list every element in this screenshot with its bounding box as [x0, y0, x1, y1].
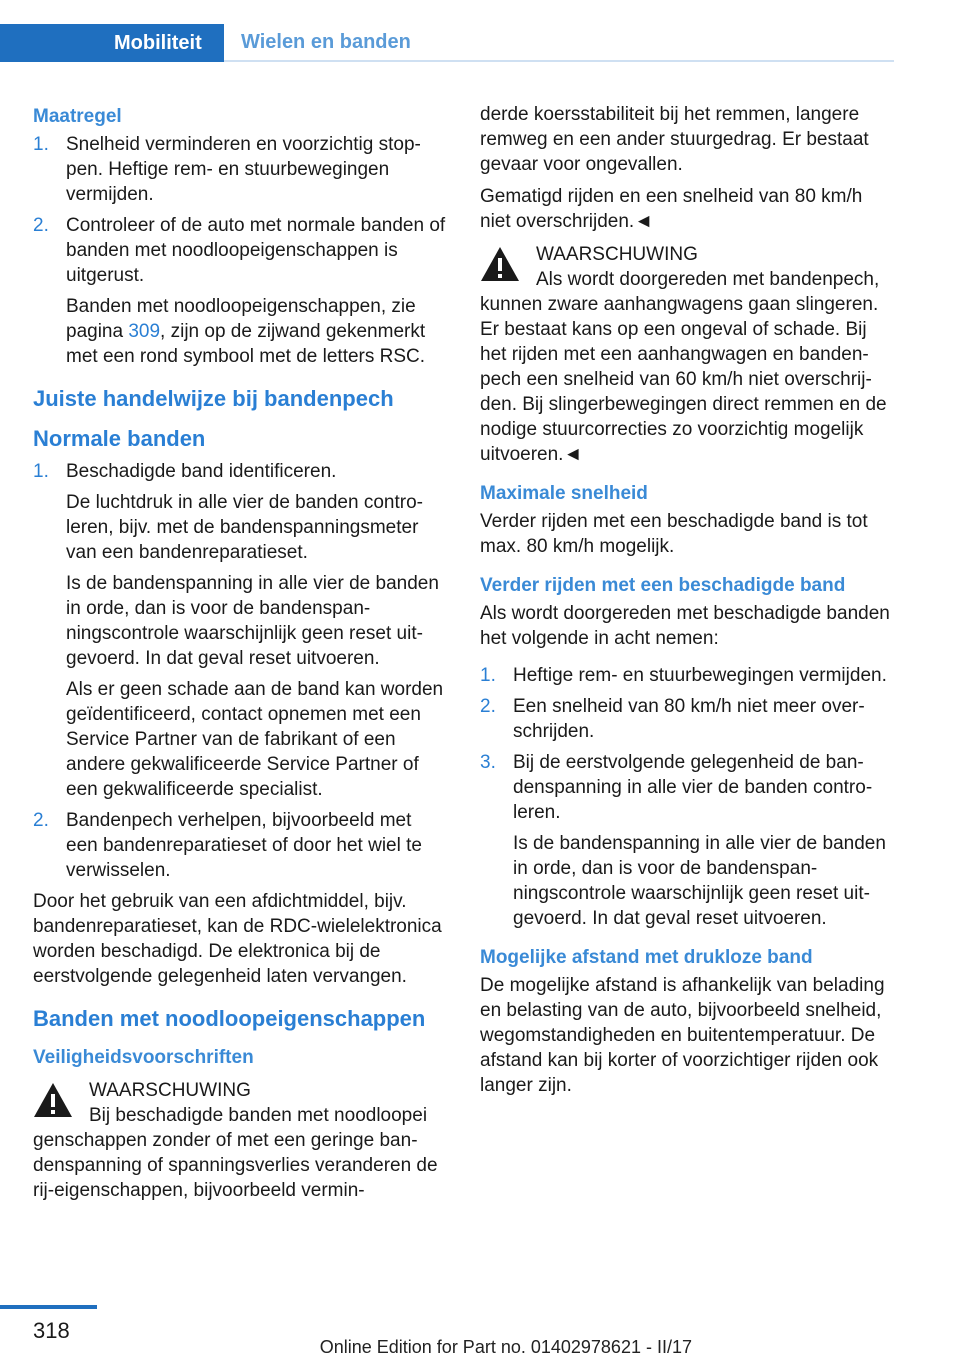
warning-triangle-icon	[33, 1082, 73, 1118]
warning-text: kunnen zware aanhangwagens gaan slingeren. Er bestaat kans op een ongeval of schade. Bij het rijden met een aanhangwagen en bandenpech een snelheid van 60 km/h niet overschrijden. Bij slingerbewegingen direct remmen en de nodige stuurcorrecties zo voorzichtig mogelijk uitvoeren.◄	[480, 294, 887, 465]
list-number: 1.	[480, 665, 496, 686]
tab-mobiliteit[interactable]: Mobiliteit	[0, 24, 224, 62]
left-column	[33, 102, 447, 1211]
veiligheid-heading: Veiligheidsvoorschriften	[33, 1047, 254, 1068]
right-column	[480, 102, 895, 1105]
list-number: 2.	[480, 696, 496, 717]
section-heading: Juiste handelwijze bij bandenpech	[33, 386, 394, 411]
warning-title: WAARSCHUWING	[536, 244, 698, 265]
list-text-extra: Banden met noodloopeigenschappen, zie pagina 309, zijn op de zijwand gekenmerkt met een rond symbool met de letters RSC.	[66, 296, 426, 367]
body-paragraph: Verder rijden met een beschadigde band is tot max. 80 km/h mogelijk.	[480, 511, 868, 557]
edition-text: Online Edition for Part no. 01402978621 - II/17	[319, 1337, 692, 1357]
subsection-heading: Normale banden	[33, 426, 206, 451]
maatregel-heading: Maatregel	[33, 106, 122, 127]
list-item	[480, 663, 895, 688]
list-text: De luchtdruk in alle vier de banden controleren, bijv. met de bandenspanningsmeter van een bandenreparatieset.	[66, 492, 423, 563]
list-number: 1.	[33, 134, 49, 155]
warning-text: Als wordt doorgereden met bandenpech,	[536, 269, 880, 290]
list-text: Heftige rem- en stuurbewegingen vermijden.	[513, 665, 887, 686]
body-paragraph: Als wordt doorgereden met beschadigde banden het volgende in acht nemen:	[480, 603, 890, 649]
body-paragraph: De mogelijke afstand is afhankelijk van belading en belasting van de auto, bijvoorbeeld snelheid, wegomstandigheden en buitentemperatuur. De afstand kan bij korter of voorzichtiger rijden ook langer zijn.	[480, 975, 885, 1096]
warning-triangle-icon	[480, 246, 520, 282]
section-heading: Banden met noodloopeigenschappen	[33, 1006, 426, 1031]
list-item	[480, 750, 895, 931]
list-text: Is de bandenspanning in alle vier de banden in orde, dan is voor de bandenspanningscontrole waarschijnlijk geen reset uitgevoerd. In dat geval reset uitvoeren.	[513, 833, 886, 929]
warning-title: WAARSCHUWING	[89, 1080, 251, 1101]
footer-divider	[0, 1305, 97, 1309]
maatregel-list	[33, 132, 447, 369]
afstand-heading: Mogelijke afstand met drukloze band	[480, 947, 813, 968]
list-item	[33, 459, 447, 802]
list-item	[33, 808, 447, 883]
list-number: 2.	[33, 810, 49, 831]
list-text: Bij de eerstvolgende gelegenheid de bandenspanning in alle vier de banden controleren.	[513, 752, 873, 823]
page-number: 318	[33, 1318, 70, 1343]
normale-list	[33, 459, 447, 883]
verder-heading: Verder rijden met een beschadigde band	[480, 575, 846, 596]
max-speed-heading: Maximale snelheid	[480, 483, 648, 504]
list-number: 3.	[480, 752, 496, 773]
body-paragraph: Door het gebruik van een afdichtmiddel, bijv. bandenreparatieset, kan de RDC-wielelektronica worden beschadigd. De elektronica bij de eerstvolgende gelegenheid laten vervangen.	[33, 891, 442, 987]
list-number: 2.	[33, 215, 49, 236]
verder-list	[480, 663, 895, 931]
list-text: Een snelheid van 80 km/h niet meer overschrijden.	[513, 696, 865, 742]
list-text: Als er geen schade aan de band kan worden geïdentificeerd, contact opnemen met een Service Partner van de fabrikant of een andere gekwalificeerde Service Partner of een gekwalificeerde specialist.	[66, 679, 444, 800]
body-paragraph: Gematigd rijden en een snelheid van 80 km/h niet overschrijden.◄	[480, 186, 863, 232]
list-text: Is de bandenspanning in alle vier de banden in orde, dan is voor de bandenspanningscontrole waarschijnlijk geen reset uitgevoerd. In dat geval reset uitvoeren.	[66, 573, 439, 669]
warning-text: genschappen zonder of met een geringe bandenspanning of spanningsverlies veranderen de rij-eigenschappen, bijvoorbeeld vermin-	[33, 1130, 438, 1201]
list-text: Controleer of de auto met normale banden of banden met noodloopeigenschappen is uitgerust.	[66, 215, 446, 286]
warning-block	[480, 242, 895, 467]
list-item	[33, 132, 447, 207]
list-number: 1.	[33, 461, 49, 482]
list-item	[33, 213, 447, 369]
list-text: Beschadigde band identificeren.	[66, 461, 337, 482]
list-text: Snelheid verminderen en voorzichtig stoppen. Heftige rem- en stuurbewegingen vermijden.	[66, 134, 421, 205]
warning-block	[33, 1078, 447, 1203]
body-paragraph: derde koersstabiliteit bij het remmen, langere remweg en een ander stuurgedrag. Er bestaat gevaar voor ongevallen.	[480, 104, 869, 175]
tab-wielen-en-banden[interactable]: Wielen en banden	[224, 24, 894, 62]
list-text: Bandenpech verhelpen, bijvoorbeeld met een bandenreparatieset of door het wiel te verwisselen.	[66, 810, 422, 881]
list-item	[480, 694, 895, 744]
page-link[interactable]: 309	[128, 321, 161, 342]
warning-text: Bij beschadigde banden met noodloopei	[89, 1105, 428, 1126]
